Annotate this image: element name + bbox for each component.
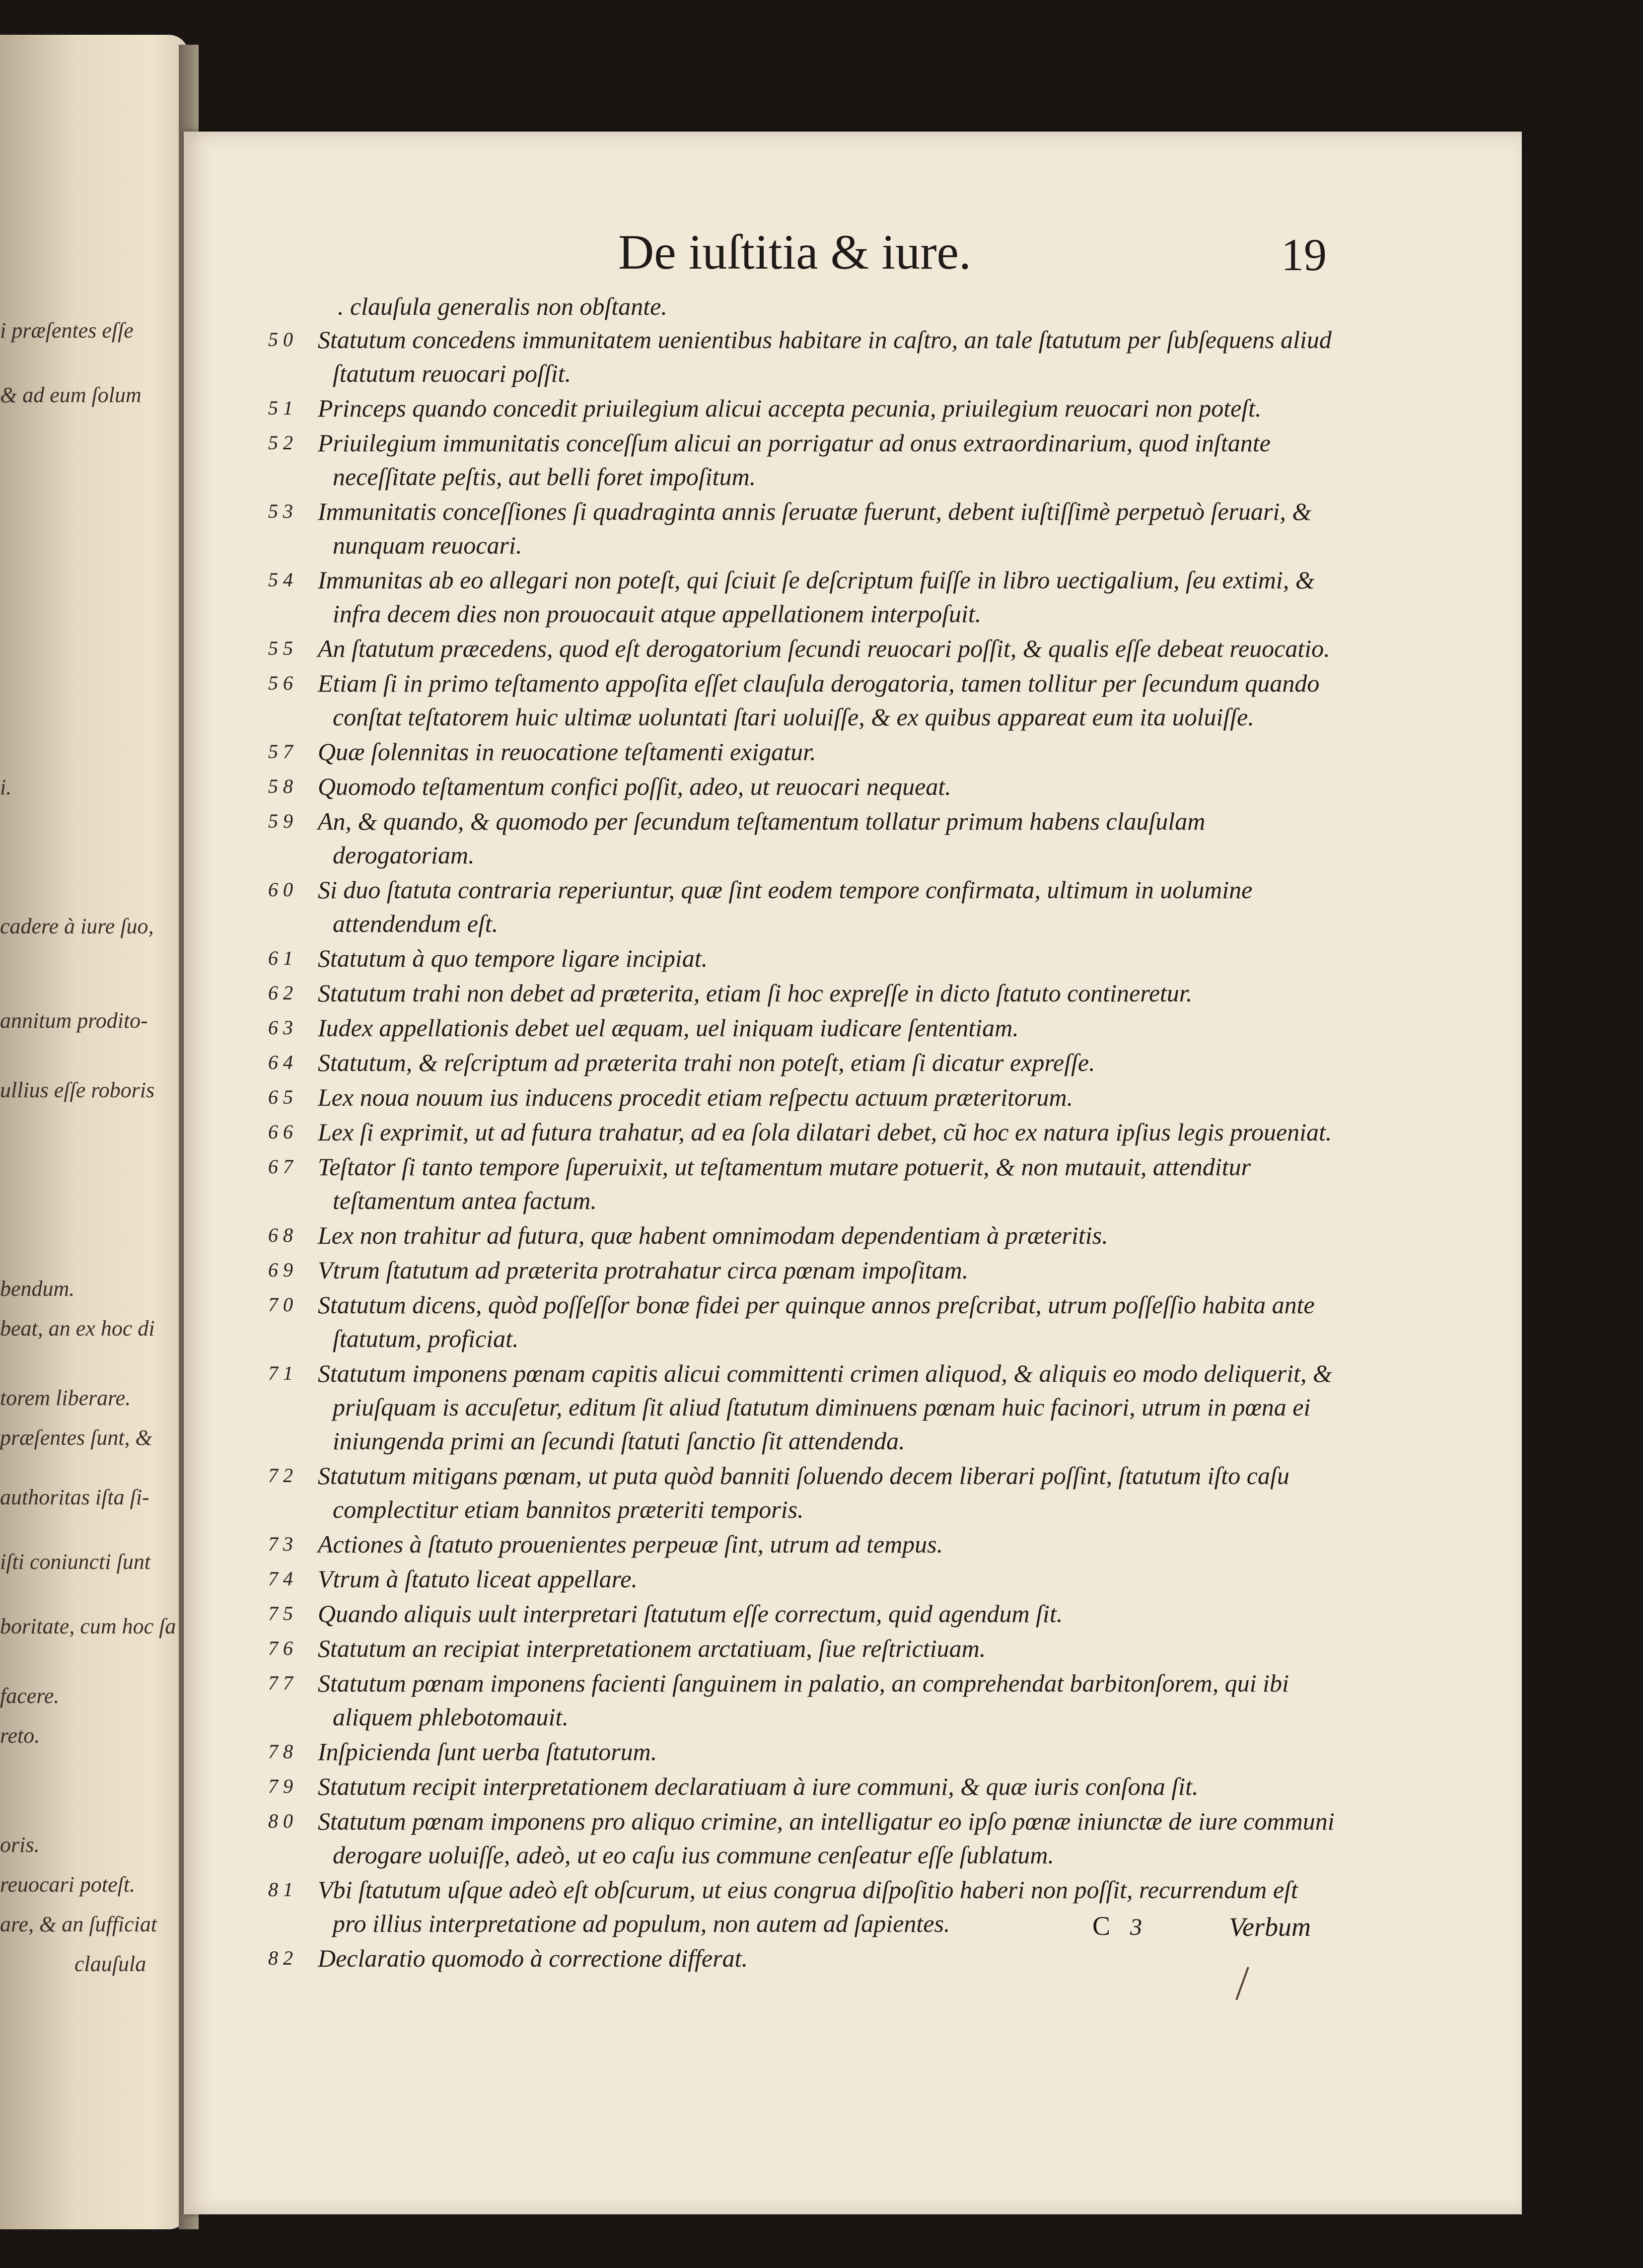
- summary-entry: [268, 1562, 1336, 1596]
- summary-entry: [268, 1046, 1336, 1079]
- left-page-fragment: oris.: [0, 1833, 40, 1857]
- entry-text: Inſpicienda ſunt uerba ſtatutorum.: [318, 1738, 657, 1766]
- entry-text: Quomodo teſtamentum confici poſſit, adeo, ut reuocari nequeat.: [318, 773, 951, 800]
- entry-number: 68: [268, 1224, 298, 1246]
- entry-number: 59: [268, 810, 298, 832]
- left-page-fragment: i præſentes eſſe: [0, 318, 134, 343]
- entry-text: Statutum an recipiat interpretationem arctatiuam, ſiue reſtrictiuam.: [318, 1634, 986, 1662]
- signature-letter: C: [1092, 1911, 1111, 1941]
- entry-number: 60: [268, 878, 298, 901]
- entry-text: Quando aliquis uult interpretari ſtatutum eſſe correctum, quid agendum ſit.: [318, 1600, 1063, 1628]
- summary-entry: [268, 976, 1336, 1010]
- summary-entry: [268, 941, 1336, 975]
- left-page-fragment: beat, an ex hoc di: [0, 1316, 155, 1341]
- left-page-fragment: facere.: [0, 1684, 60, 1708]
- entry-text: Priuilegium immunitatis conceſſum alicui an porrigatur ad onus extraordinarium, quod inſtante neceſſitate peſtis, aut belli foret impoſitum.: [318, 429, 1271, 491]
- entry-text: Princeps quando concedit priuilegium alicui accepta pecunia, priuilegium reuocari non poteſt.: [318, 394, 1262, 422]
- left-page-fragment: are, & an ſufficiat: [0, 1912, 157, 1936]
- entry-number: 80: [268, 1810, 298, 1832]
- entry-number: 79: [268, 1775, 298, 1797]
- summary-entry: [268, 1150, 1336, 1217]
- entry-text: Declaratio quomodo à correctione differat.: [318, 1944, 748, 1972]
- entry-text: Statutum à quo tempore ligare incipiat.: [318, 944, 708, 972]
- entry-text: Statutum imponens pœnam capitis alicui committenti crimen aliquod, & aliquis eo modo deliquerit, & priuſquam is accuſetur, editum ſit aliud ſtatutum diminuens pœnam huic facinori, utrum in pœna ei iniungenda primi an ſecundi ſtatuti ſanctio ſit attendenda.: [318, 1359, 1332, 1455]
- left-page-fragment: reuocari poteſt.: [0, 1872, 136, 1897]
- entry-number: 56: [268, 672, 298, 694]
- left-page-fragment: bendum.: [0, 1276, 75, 1301]
- entry-text: Statutum concedens immunitatem uenientibus habitare in caſtro, an tale ſtatutum per ſubſequens aliud ſtatutum reuocari poſſit.: [318, 326, 1332, 387]
- left-page-fragment: & ad eum ſolum: [0, 383, 142, 407]
- left-page-fragment: torem liberare.: [0, 1386, 131, 1410]
- entry-text: Statutum trahi non debet ad præterita, etiam ſi hoc expreſſe in dicto ſtatuto contineretur.: [318, 979, 1193, 1007]
- entry-text: Lex noua nouum ius inducens procedit etiam reſpectu actuum præteritorum.: [318, 1083, 1073, 1111]
- entry-number: 52: [268, 431, 298, 454]
- entry-number: 69: [268, 1259, 298, 1281]
- entry-number: 67: [268, 1155, 298, 1178]
- entry-text: Vbi ſtatutum uſque adeò eſt obſcurum, ut eius congrua diſpoſitio haberi non poſſit, recurrendum eſt pro illius interpretatione ad populum, non autem ad ſapientes.: [318, 1876, 1298, 1937]
- entry-number: 82: [268, 1947, 298, 1969]
- left-page-fragment: ullius eſſe roboris: [0, 1078, 155, 1102]
- summary-entry: [268, 1115, 1336, 1149]
- summary-entry: [268, 804, 1336, 872]
- summary-entry: [268, 495, 1336, 562]
- left-page-fragment: boritate, cum hoc ſa: [0, 1614, 176, 1638]
- signature-number: 3: [1130, 1914, 1143, 1940]
- entry-number: 57: [268, 740, 298, 763]
- entry-number: 81: [268, 1878, 298, 1901]
- entry-number: 65: [268, 1086, 298, 1108]
- entry-text: Statutum, & reſcriptum ad præterita trahi non poteſt, etiam ſi dicatur expreſſe.: [318, 1049, 1095, 1076]
- summary-entry: [268, 1288, 1336, 1355]
- summary-entry: [268, 1770, 1336, 1803]
- signature-mark: [1092, 1911, 1142, 1941]
- left-page-fragment: reto.: [0, 1723, 40, 1748]
- entry-text: Quæ ſolennitas in reuocatione teſtamenti exigatur.: [318, 738, 816, 766]
- entry-text: Statutum pœnam imponens pro aliquo crimine, an intelligatur eo ipſo pœnæ iniunctæ de iure communi derogare uoluiſſe, adeò, ut eo caſu ius commune cenſeatur eſſe ſublatum.: [318, 1807, 1335, 1869]
- entry-text: Si duo ſtatuta contraria reperiuntur, quæ ſint eodem tempore confirmata, ultimum in uolumine attendendum eſt.: [318, 876, 1253, 937]
- left-page-fragment: clauſula: [74, 1952, 146, 1976]
- page-number: 19: [1281, 229, 1327, 280]
- entry-text: Actiones à ſtatuto prouenientes perpeuæ ſint, utrum ad tempus.: [318, 1530, 943, 1558]
- entry-number: 50: [268, 328, 298, 351]
- running-head: De iuſtitia & iure.: [618, 224, 971, 280]
- entry-number: 61: [268, 947, 298, 969]
- summary-entry: [268, 666, 1336, 734]
- entry-number: 78: [268, 1740, 298, 1763]
- entry-text: Immunitatis conceſſiones ſi quadraginta annis ſeruatæ fuerunt, debent iuſtiſſimè perpetuò ſeruari, & nunquam reuocari.: [318, 497, 1312, 559]
- entry-text: Lex non trahitur ad futura, quæ habent omnimodam dependentiam à præteritis.: [318, 1221, 1108, 1249]
- left-page-fragment: iſti coniuncti ſunt: [0, 1550, 151, 1574]
- summary-entry: [268, 1218, 1336, 1252]
- entry-number: 53: [268, 500, 298, 522]
- left-page-fragment: annitum prodito-: [0, 1008, 148, 1033]
- entry-number: 77: [268, 1672, 298, 1694]
- summary-entry: [268, 1735, 1336, 1769]
- left-page-fragment: cadere à iure ſuo,: [0, 914, 154, 938]
- entry-text: Iudex appellationis debet uel æquam, uel iniquam iudicare ſententiam.: [318, 1014, 1019, 1042]
- entry-number: 70: [268, 1293, 298, 1316]
- entry-text: An ſtatutum præcedens, quod eſt derogatorium ſecundi reuocari poſſit, & qualis eſſe debeat reuocatio.: [318, 635, 1330, 662]
- summary-entry: [268, 735, 1336, 769]
- entry-number: 73: [268, 1533, 298, 1555]
- summary-list: [268, 323, 1336, 1976]
- entry-text: Vtrum à ſtatuto liceat appellare.: [318, 1565, 638, 1593]
- entry-text: Statutum dicens, quòd poſſeſſor bonæ fidei per quinque annos preſcribat, utrum poſſeſſio habita ante ſtatutum, proficiat.: [318, 1291, 1315, 1352]
- entry-number: 62: [268, 982, 298, 1004]
- summary-entry: [268, 632, 1336, 665]
- left-page-fragment: i.: [0, 775, 12, 799]
- summary-entry: [268, 770, 1336, 803]
- summary-entry: [268, 1631, 1336, 1665]
- summary-entry: [268, 1666, 1336, 1734]
- summary-entry: [268, 873, 1336, 940]
- entry-number: 54: [268, 568, 298, 591]
- summary-entry: [268, 1356, 1336, 1458]
- entry-number: 66: [268, 1121, 298, 1143]
- summary-entry: [268, 1527, 1336, 1561]
- summary-entry: [268, 1011, 1336, 1045]
- summary-entry: [268, 563, 1336, 631]
- summary-entry: [268, 1253, 1336, 1287]
- entry-text: Etiam ſi in primo teſtamento appoſita eſſet clauſula derogatoria, tamen tollitur per ſecundum quando conſtat teſtatorem huic ultimæ uoluntati ſtari uoluiſſe, & ex quibus appareat eum ita uoluiſſe.: [318, 669, 1320, 731]
- entry-number: 71: [268, 1362, 298, 1384]
- summary-entry: [268, 1080, 1336, 1114]
- entry-text: Statutum recipit interpretationem declaratiuam à iure communi, & quæ iuris conſona ſit.: [318, 1772, 1199, 1800]
- summary-entry: [268, 1873, 1336, 1940]
- left-page-fragment: authoritas iſta ſi-: [0, 1485, 149, 1509]
- entry-text: Statutum mitigans pœnam, ut puta quòd banniti ſoluendo decem liberari poſſint, ſtatutum iſto caſu complectitur etiam bannitos præteriti temporis.: [318, 1462, 1289, 1523]
- summary-entry: [268, 1804, 1336, 1872]
- entry-text: Lex ſi exprimit, ut ad futura trahatur, ad ea ſola dilatari debet, cũ hoc ex natura ipſius legis proueniat.: [318, 1118, 1332, 1146]
- left-page: [0, 35, 189, 2229]
- entry-number: 51: [268, 397, 298, 419]
- entry-text: Vtrum ſtatutum ad præterita protrahatur circa pœnam impoſitam.: [318, 1256, 969, 1284]
- summary-entry: [268, 391, 1336, 425]
- entry-number: 63: [268, 1016, 298, 1039]
- entry-text: Immunitas ab eo allegari non poteſt, qui ſciuit ſe deſcriptum fuiſſe in libro uectigalium, ſeu extimi, & infra decem dies non prouocauit atque appellationem interpoſuit.: [318, 566, 1315, 628]
- entry-text: Teſtator ſi tanto tempore ſuperuixit, ut teſtamentum mutare potuerit, & non mutauit, attenditur teſtamentum antea factum.: [318, 1153, 1251, 1214]
- continuation-line: . clauſula generalis non obſtante.: [338, 292, 667, 320]
- left-page-fragment: præſentes ſunt, &: [0, 1425, 152, 1450]
- entry-number: 55: [268, 637, 298, 659]
- entry-number: 74: [268, 1567, 298, 1590]
- entry-text: An, & quando, & quomodo per ſecundum teſtamentum tollatur primum habens clauſulam derogatoriam.: [318, 807, 1206, 869]
- summary-entry: [268, 426, 1336, 494]
- catchword: Verbum: [1229, 1912, 1311, 1942]
- summary-entry: [268, 1459, 1336, 1526]
- entry-number: 72: [268, 1464, 298, 1487]
- summary-entry: [268, 323, 1336, 390]
- entry-number: 58: [268, 775, 298, 797]
- summary-entry: [268, 1597, 1336, 1630]
- entry-text: Statutum pœnam imponens facienti ſanguinem in palatio, an comprehendat barbitonſorem, qui ibi aliquem phlebotomauit.: [318, 1669, 1289, 1731]
- entry-number: 75: [268, 1602, 298, 1625]
- entry-number: 64: [268, 1051, 298, 1073]
- entry-number: 76: [268, 1637, 298, 1659]
- summary-entry: [268, 1941, 1336, 1975]
